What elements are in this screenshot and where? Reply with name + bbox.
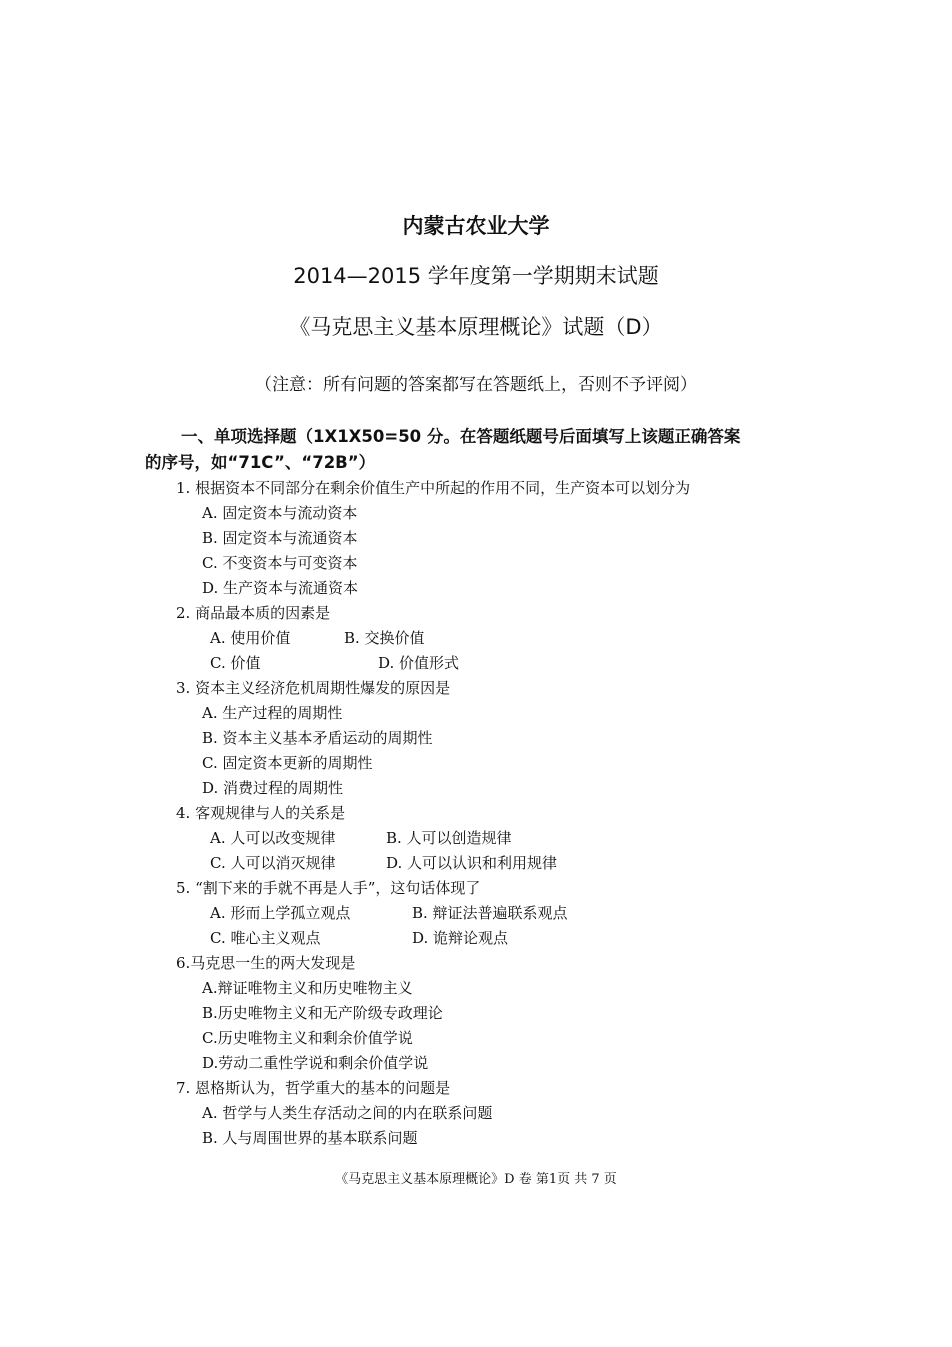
option-text: B.历史唯物主义和无产阶级专政理论	[202, 1004, 443, 1022]
option-text: A. 固定资本与流动资本	[202, 504, 358, 522]
option-text: A. 人可以改变规律	[210, 829, 336, 847]
option-text: A.辩证唯物主义和历史唯物主义	[202, 979, 413, 997]
answer-option	[176, 1001, 816, 1026]
section-heading-line2: 的序号，如“71C”、“72B”）	[145, 453, 376, 472]
answer-option	[176, 1126, 816, 1151]
option-text: D.劳动二重性学说和剩余价值学说	[202, 1054, 429, 1072]
answer-option	[176, 751, 816, 776]
answer-option	[176, 1101, 816, 1126]
question-list	[176, 476, 816, 1151]
answer-option-row	[176, 926, 816, 951]
answer-option	[176, 976, 816, 1001]
question-stem: 7. 恩格斯认为，哲学重大的基本的问题是	[176, 1079, 451, 1097]
option-text: D. 人可以认识和利用规律	[386, 854, 558, 872]
answer-option-row	[176, 901, 816, 926]
answer-option	[176, 551, 816, 576]
answer-option	[176, 776, 816, 801]
option-text: C. 价值	[210, 654, 261, 672]
option-text: B. 交换价值	[344, 629, 425, 647]
option-text: B. 资本主义基本矛盾运动的周期性	[202, 729, 433, 747]
course-title: 《马克思主义基本原理概论》试题（D）	[289, 315, 663, 339]
option-text: A. 形而上学孤立观点	[210, 904, 351, 922]
question-stem: 6.马克思一生的两大发现是	[176, 954, 356, 972]
option-text: C. 人可以消灭规律	[210, 854, 336, 872]
answer-option	[176, 1051, 816, 1076]
question-stem: 5. “割下来的手就不再是人手”，这句话体现了	[176, 879, 481, 897]
question-stem: 4. 客观规律与人的关系是	[176, 804, 346, 822]
answer-option	[176, 701, 816, 726]
option-text: C. 不变资本与可变资本	[202, 554, 358, 572]
answer-option-row	[176, 851, 816, 876]
option-text: D. 诡辩论观点	[412, 929, 509, 947]
section-heading-line1: 一、单项选择题（1X1X50=50 分。在答题纸题号后面填写上该题正确答案	[181, 427, 741, 446]
term-title: 2014—2015 学年度第一学期期末试题	[293, 264, 659, 288]
question-stem: 2. 商品最本质的因素是	[176, 604, 331, 622]
option-text: C. 唯心主义观点	[210, 929, 321, 947]
answer-notice: （注意：所有问题的答案都写在答题纸上，否则不予评阅）	[255, 375, 697, 395]
option-text: B. 人可以创造规律	[386, 829, 512, 847]
option-text: A. 使用价值	[210, 629, 291, 647]
answer-option-row	[176, 651, 816, 676]
answer-option-row	[176, 626, 816, 651]
option-text: D. 价值形式	[378, 654, 460, 672]
option-text: B. 固定资本与流通资本	[202, 529, 358, 547]
answer-option	[176, 726, 816, 751]
answer-option	[176, 501, 816, 526]
option-text: C.历史唯物主义和剩余价值学说	[202, 1029, 413, 1047]
question-stem: 3. 资本主义经济危机周期性爆发的原因是	[176, 679, 451, 697]
answer-option	[176, 1026, 816, 1051]
option-text: A. 哲学与人类生存活动之间的内在联系问题	[202, 1104, 493, 1122]
answer-option-row	[176, 826, 816, 851]
option-text: C. 固定资本更新的周期性	[202, 754, 373, 772]
option-text: D. 生产资本与流通资本	[202, 579, 359, 597]
answer-option	[176, 526, 816, 551]
section-heading	[145, 424, 815, 476]
university-title: 内蒙古农业大学	[402, 214, 550, 238]
page-footer: 《马克思主义基本原理概论》D 卷 第1页 共 7 页	[335, 1172, 617, 1187]
option-text: A. 生产过程的周期性	[202, 704, 343, 722]
option-text: B. 人与周围世界的基本联系问题	[202, 1129, 418, 1147]
option-text: D. 消费过程的周期性	[202, 779, 344, 797]
answer-option	[176, 576, 816, 601]
question-stem: 1. 根据资本不同部分在剩余价值生产中所起的作用不同，生产资本可以划分为	[176, 479, 691, 497]
option-text: B. 辩证法普遍联系观点	[412, 904, 568, 922]
